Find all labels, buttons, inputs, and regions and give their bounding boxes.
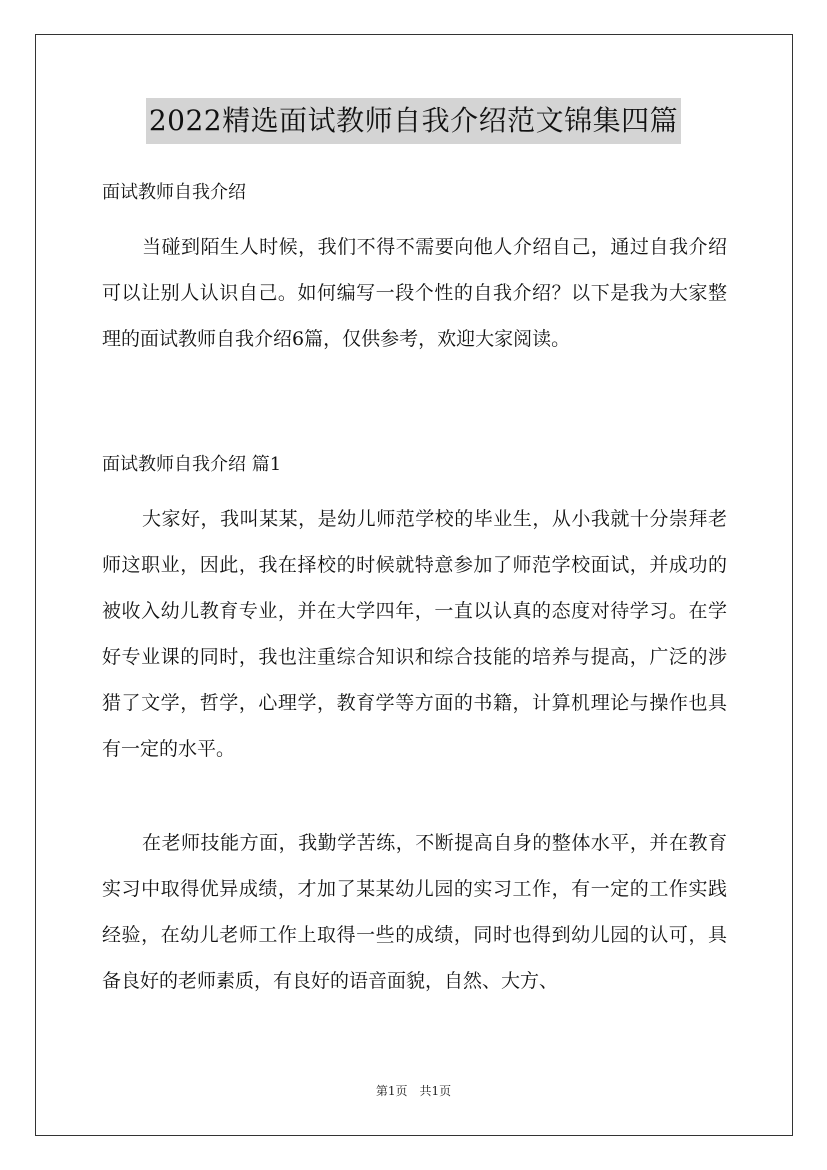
section1-paragraph-2: 在老师技能方面，我勤学苦练，不断提高自身的整体水平，并在教育实习中取得优异成绩，才加了某某幼儿园的实习工作，有一定的工作实践经验，在幼儿老师工作上取得一些的成绩，同时也得到幼儿园的认可，具备良好的老师素质，有良好的语音面貌，自然、大方、	[102, 832, 727, 992]
intro-heading: 面试教师自我介绍	[102, 182, 246, 203]
intro-paragraph: 当碰到陌生人时候，我们不得不需要向他人介绍自己，通过自我介绍可以让别人认识自己。如何编写一段个性的自我介绍？以下是我为大家整理的面试教师自我介绍6篇，仅供参考，欢迎大家阅读。	[102, 236, 727, 350]
document-title: 2022精选面试教师自我介绍范文锦集四篇	[146, 98, 681, 144]
title-container	[0, 98, 827, 144]
page-footer: 第1页 共1页	[375, 1084, 452, 1098]
section1-heading: 面试教师自我介绍 篇1	[102, 454, 282, 475]
section1-paragraph-1: 大家好，我叫某某，是幼儿师范学校的毕业生，从小我就十分崇拜老师这职业，因此，我在择校的时候就特意参加了师范学校面试，并成功的被收入幼儿教育专业，并在大学四年，一直以认真的态度对待学习。在学好专业课的同时，我也注重综合知识和综合技能的培养与提高，广泛的涉猎了文学，哲学，心理学，教育学等方面的书籍，计算机理论与操作也具有一定的水平。	[102, 508, 727, 760]
